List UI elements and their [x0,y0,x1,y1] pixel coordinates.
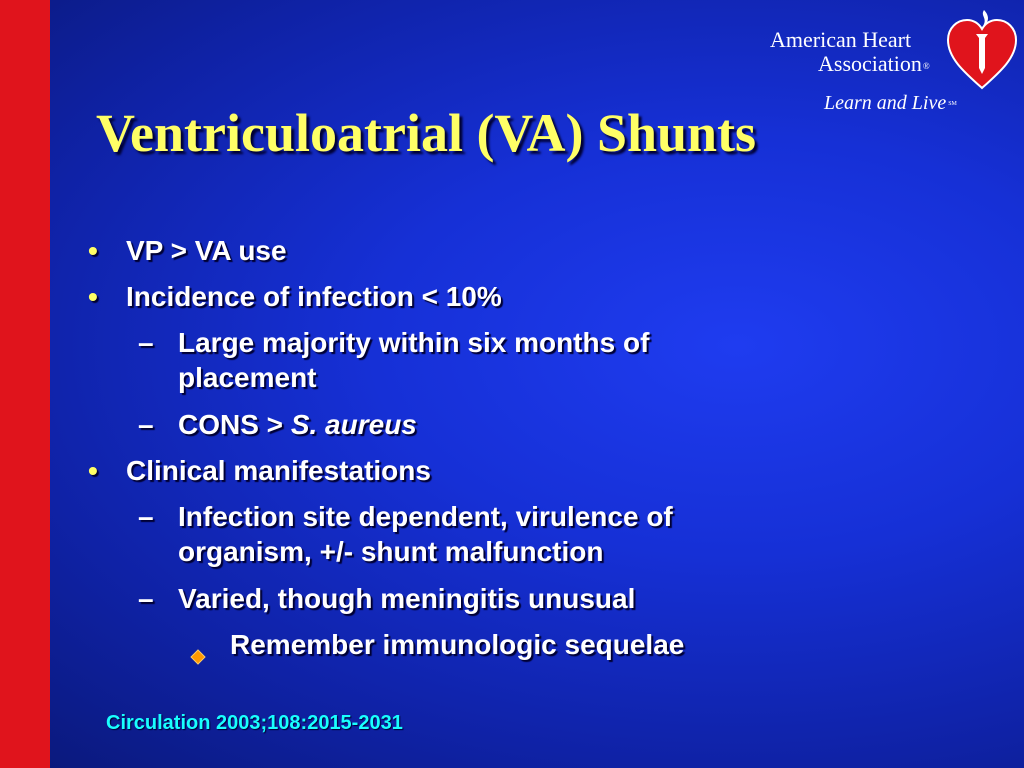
bullet-dot-icon: • [88,235,98,266]
logo-tagline [824,92,957,115]
sub-bullet-text: Varied, though meningitis unusual [178,583,636,614]
bullet-dot-icon: • [88,455,98,486]
logo-tagline-text: Learn and Live [824,92,947,114]
diamond-bullet-icon [190,637,206,674]
aha-logo [760,6,1022,121]
sub-bullet-prefix: CONS > [178,409,291,440]
heart-torch-icon [944,8,1020,92]
bullet-dot-icon: • [88,281,98,312]
logo-name-line2-text: Association [818,51,922,76]
logo-name-line1: American Heart [770,27,912,52]
left-red-bar [0,0,50,768]
organism-name: S. aureus [290,409,417,440]
sub-bullet-text-line2: organism, +/- shunt malfunction [178,536,604,567]
service-mark: SM [948,101,957,108]
slide-title: Ventriculoatrial (VA) Shunts [96,103,757,163]
bullet-text: VP > VA use [126,235,287,266]
sub-bullet-text-line1: Large majority within six months of [178,327,650,358]
sub-bullet-text [178,406,417,443]
registered-mark: ® [922,60,930,71]
logo-name-line2 [818,52,930,78]
bullet-text: Clinical manifestations [126,455,431,486]
dash-icon: – [138,501,154,532]
dash-icon: – [138,409,154,440]
dash-icon: – [138,583,154,614]
citation: Circulation 2003;108:2015-2031 [106,712,403,734]
dash-icon: – [138,327,154,358]
sub-bullet-text-line1: Infection site dependent, virulence of [178,501,673,532]
sub-sub-bullet-text: Remember immunologic sequelae [230,629,685,660]
bullet-text: Incidence of infection < 10% [126,281,502,312]
sub-bullet-text-line2: placement [178,362,317,393]
